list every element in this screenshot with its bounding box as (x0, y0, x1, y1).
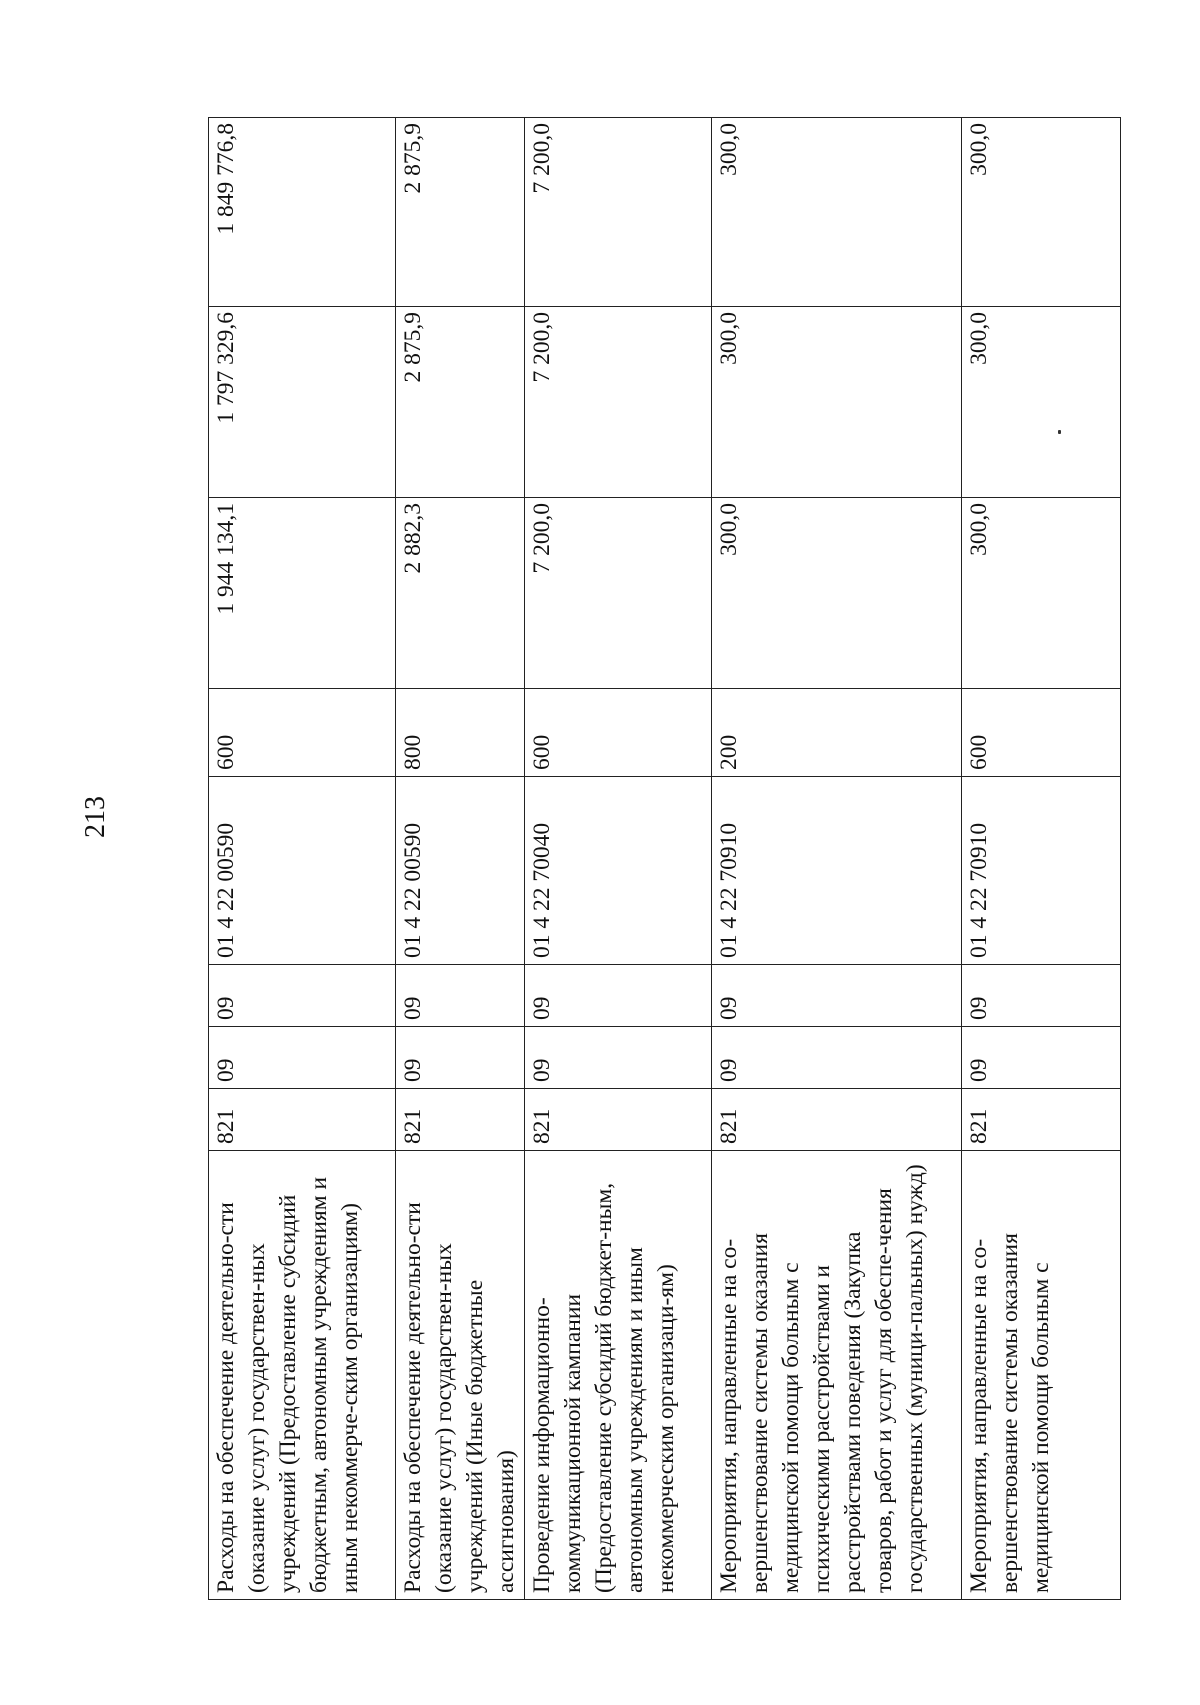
section-code: 09 (396, 1027, 525, 1089)
target-article-code: 01 4 22 00590 (209, 777, 396, 965)
expense-description: Расходы на обеспечение деятельно-сти (оказание услуг) государствен-ных учреждений (Иные бюджетные ассигнования) (396, 1151, 525, 1600)
scan-speck (1058, 430, 1061, 434)
table-row (962, 118, 1121, 1600)
subsection-code: 09 (712, 965, 962, 1027)
expense-description: Проведение информационно-коммуникационной кампании (Предоставление субсидий бюджет-ным, автономным учреждениям и иным некоммерческим организаци-ям) (525, 1151, 712, 1600)
page-number: 213 (80, 796, 111, 838)
table-row (396, 118, 525, 1600)
amount-year-3: 300,0 (712, 118, 962, 307)
amount-year-2: 7 200,0 (525, 307, 712, 498)
ministry-code: 821 (525, 1089, 712, 1151)
amount-year-3: 300,0 (962, 118, 1121, 307)
budget-table (208, 117, 1121, 1600)
subsection-code: 09 (209, 965, 396, 1027)
ministry-code: 821 (712, 1089, 962, 1151)
subsection-code: 09 (962, 965, 1121, 1027)
expense-type-code: 800 (396, 689, 525, 777)
ministry-code: 821 (209, 1089, 396, 1151)
amount-year-2: 300,0 (712, 307, 962, 498)
amount-year-1: 7 200,0 (525, 498, 712, 689)
amount-year-2: 2 875,9 (396, 307, 525, 498)
section-code: 09 (712, 1027, 962, 1089)
subsection-code: 09 (396, 965, 525, 1027)
expense-type-code: 200 (712, 689, 962, 777)
amount-year-1: 300,0 (962, 498, 1121, 689)
expense-type-code: 600 (962, 689, 1121, 777)
section-code: 09 (525, 1027, 712, 1089)
subsection-code: 09 (525, 965, 712, 1027)
amount-year-3: 7 200,0 (525, 118, 712, 307)
amount-year-1: 300,0 (712, 498, 962, 689)
table-row (712, 118, 962, 1600)
section-code: 09 (209, 1027, 396, 1089)
section-code: 09 (962, 1027, 1121, 1089)
table-row (209, 118, 396, 1600)
expense-description: Мероприятия, направленные на со-вершенствование системы оказания медицинской помощи больным с (962, 1151, 1121, 1600)
amount-year-3: 2 875,9 (396, 118, 525, 307)
target-article-code: 01 4 22 00590 (396, 777, 525, 965)
expense-type-code: 600 (525, 689, 712, 777)
expense-description: Расходы на обеспечение деятельно-сти (оказание услуг) государствен-ных учреждений (Предоставление субсидий бюджетным, автономным учреждениям и иным некоммерче-ским организациям) (209, 1151, 396, 1600)
target-article-code: 01 4 22 70910 (712, 777, 962, 965)
amount-year-2: 1 797 329,6 (209, 307, 396, 498)
expense-type-code: 600 (209, 689, 396, 777)
table-row (525, 118, 712, 1600)
ministry-code: 821 (396, 1089, 525, 1151)
target-article-code: 01 4 22 70040 (525, 777, 712, 965)
amount-year-3: 1 849 776,8 (209, 118, 396, 307)
amount-year-1: 2 882,3 (396, 498, 525, 689)
budget-table-rotated (208, 118, 1116, 1600)
amount-year-1: 1 944 134,1 (209, 498, 396, 689)
amount-year-2: 300,0 (962, 307, 1121, 498)
expense-description: Мероприятия, направленные на со-вершенствование системы оказания медицинской помощи больным с психическими расстройствами и расстройствами поведения (Закупка товаров, работ и услуг для обеспе-чения государственных (муници-пальных) нужд) (712, 1151, 962, 1600)
ministry-code: 821 (962, 1089, 1121, 1151)
target-article-code: 01 4 22 70910 (962, 777, 1121, 965)
